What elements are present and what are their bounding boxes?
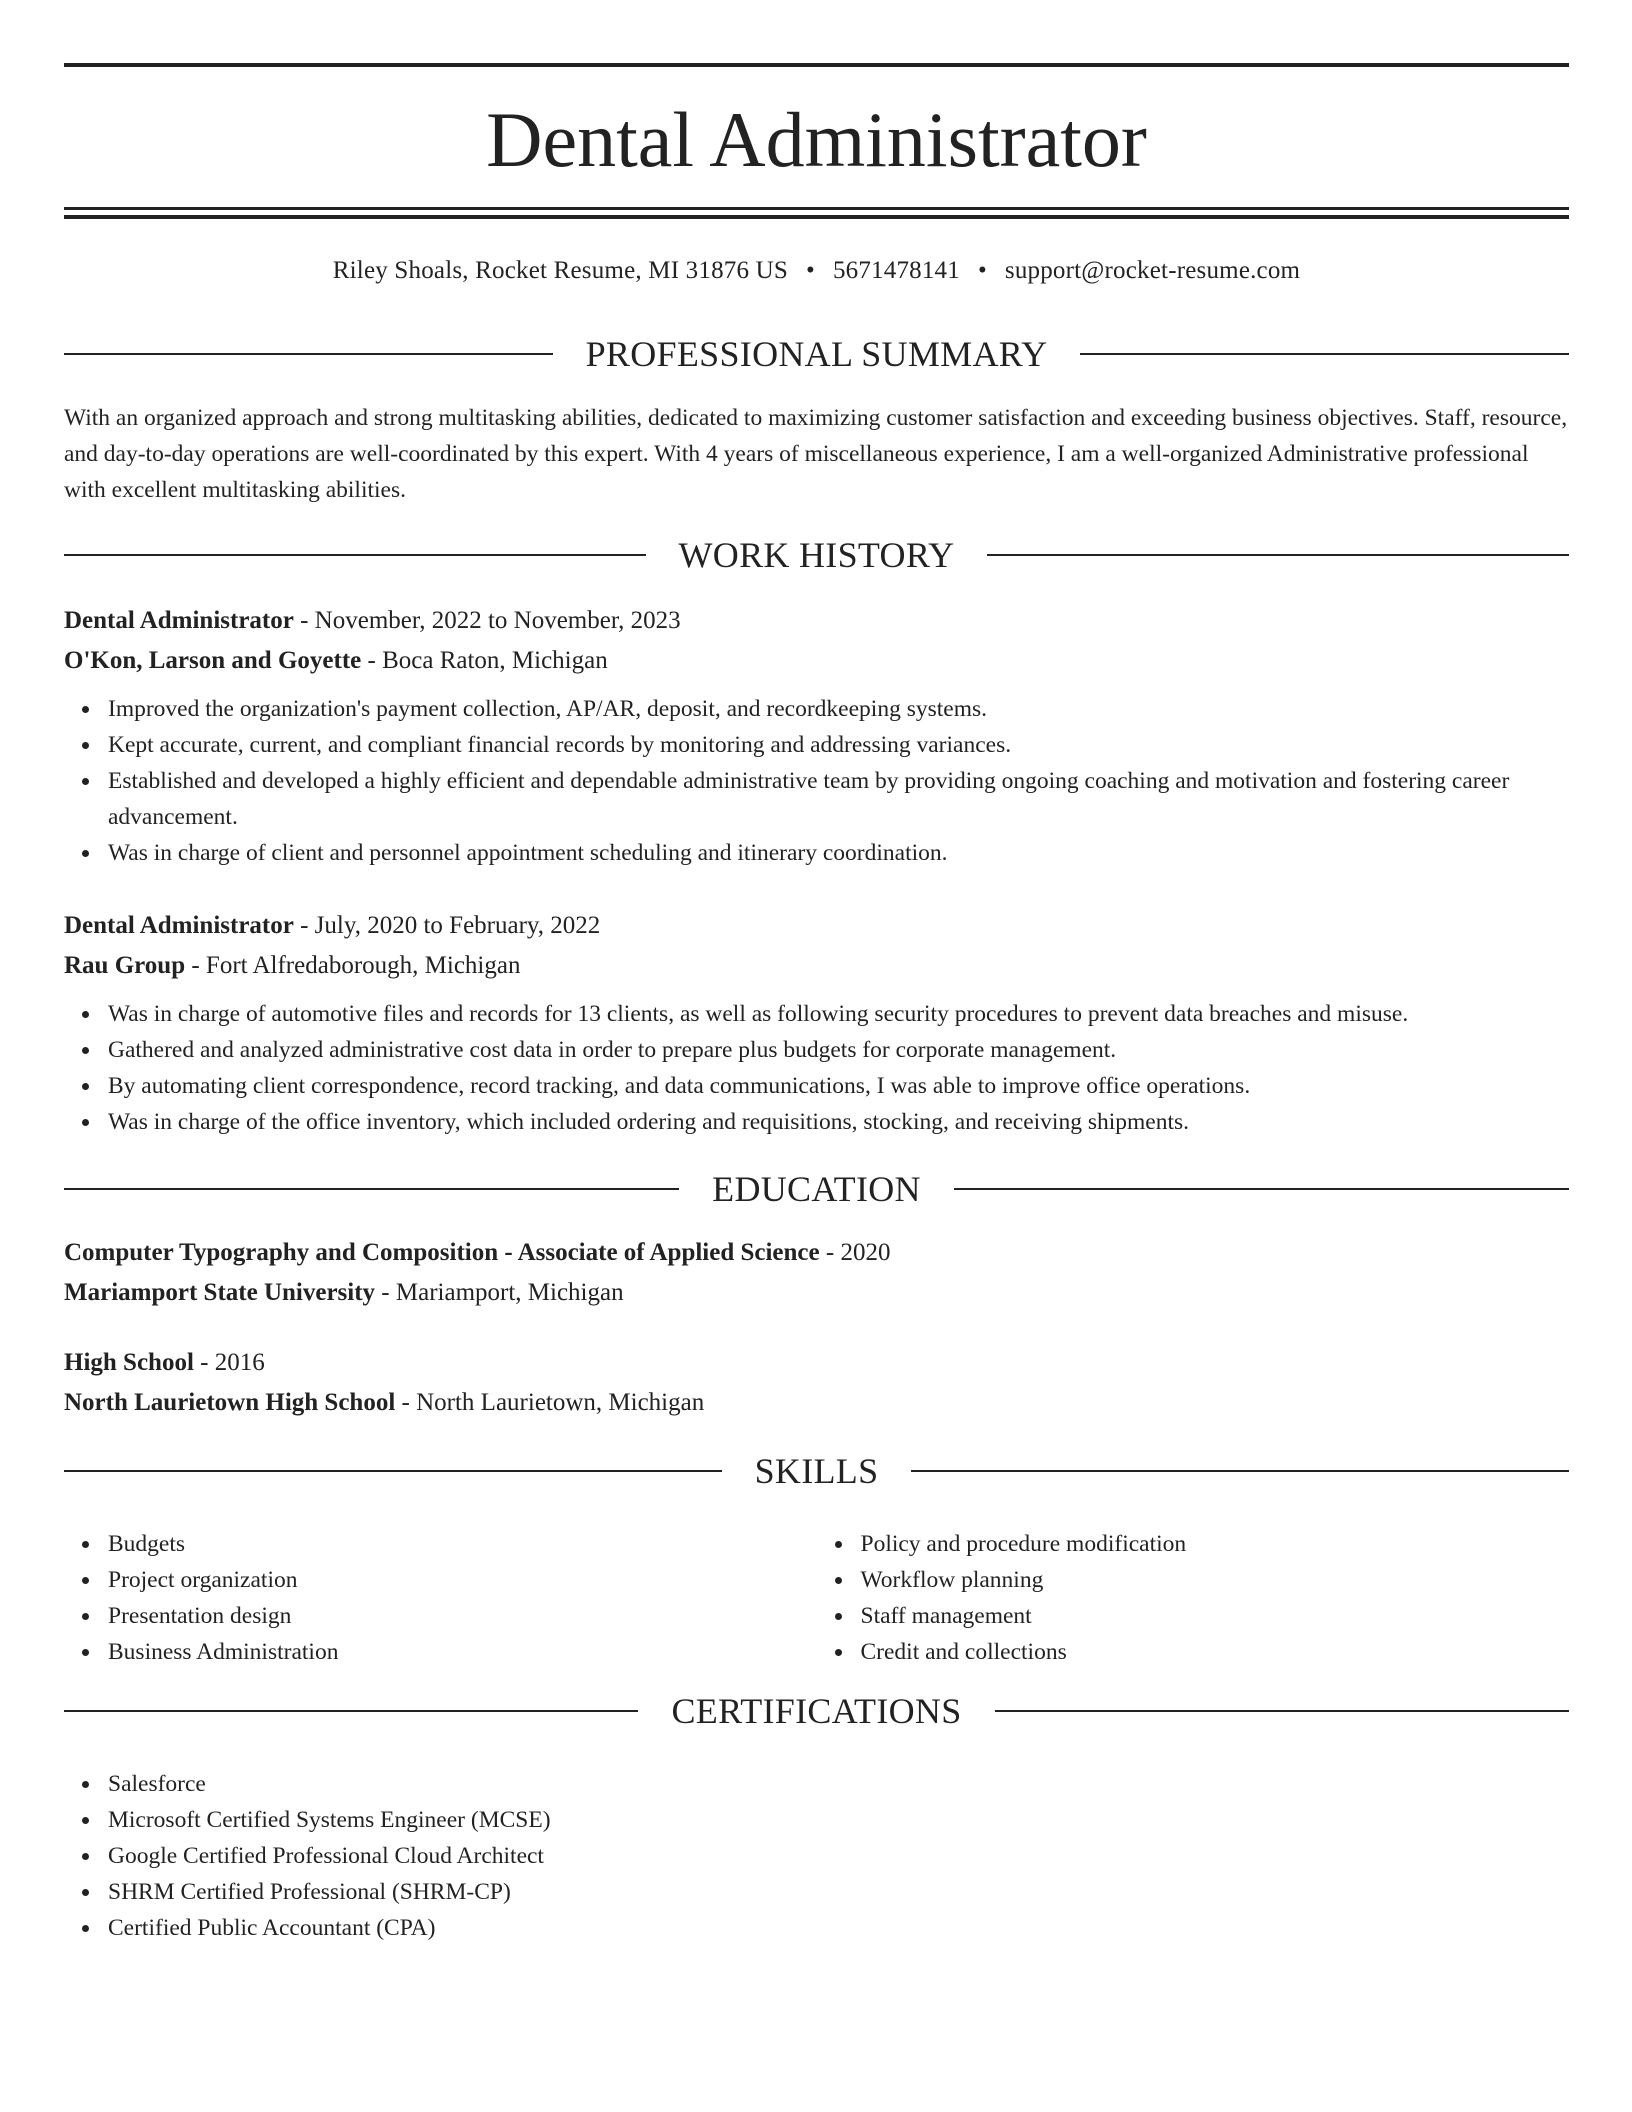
contact-separator: • bbox=[806, 257, 815, 284]
skill-item: Presentation design bbox=[108, 1598, 817, 1634]
contact-phone: 5671478141 bbox=[832, 257, 960, 284]
section-rule bbox=[64, 1188, 679, 1190]
section-rule bbox=[1080, 353, 1569, 355]
section-header-work bbox=[64, 533, 1569, 577]
section-title-certifications: CERTIFICATIONS bbox=[671, 1691, 962, 1731]
education-school: North Laurietown High School bbox=[64, 1389, 396, 1416]
certification-item: Google Certified Professional Cloud Architect bbox=[108, 1838, 1569, 1874]
section-header-education bbox=[64, 1167, 1569, 1211]
contact-separator: • bbox=[977, 257, 987, 284]
section-title-education: EDUCATION bbox=[712, 1169, 921, 1209]
section-rule bbox=[954, 1188, 1569, 1190]
education-year: - 2020 bbox=[819, 1239, 891, 1266]
certification-item: Salesforce bbox=[108, 1766, 1569, 1802]
job-bullets bbox=[64, 996, 1569, 1140]
skills-list-right bbox=[817, 1526, 1570, 1670]
skills-list-left bbox=[64, 1526, 817, 1670]
section-rule bbox=[64, 1710, 638, 1712]
job-title: Dental Administrator bbox=[64, 607, 294, 634]
section-rule bbox=[64, 1470, 722, 1472]
job-company-line bbox=[64, 641, 1569, 681]
section-header-certifications bbox=[64, 1689, 1569, 1733]
job-title-line bbox=[64, 906, 1569, 946]
skill-item: Staff management bbox=[861, 1598, 1570, 1634]
job-location: - Boca Raton, Michigan bbox=[361, 647, 608, 674]
job-bullet: Was in charge of the office inventory, which included ordering and requisitions, stocking, and receiving shipments. bbox=[108, 1104, 1569, 1140]
section-rule bbox=[987, 554, 1569, 556]
education-school: Mariamport State University bbox=[64, 1279, 376, 1306]
skill-item: Credit and collections bbox=[861, 1634, 1570, 1670]
job-bullets bbox=[64, 691, 1569, 871]
education-location: - North Laurietown, Michigan bbox=[395, 1389, 705, 1416]
job-company: O'Kon, Larson and Goyette bbox=[64, 647, 362, 674]
job-title-line bbox=[64, 601, 1569, 641]
header-top-rule bbox=[64, 63, 1569, 67]
job-bullet: Gathered and analyzed administrative cost data in order to prepare plus budgets for corporate management. bbox=[108, 1032, 1569, 1068]
section-title-summary: PROFESSIONAL SUMMARY bbox=[585, 334, 1048, 374]
section-title-work: WORK HISTORY bbox=[678, 535, 955, 575]
summary-text: With an organized approach and strong multitasking abilities, dedicated to maximizing customer satisfaction and exceeding business objectives. Staff, resource, and day-to-day operations are well-coordinated by this expert. With 4 years of miscellaneous experience, I am a well-organized Administrative professional with excellent multitasking abilities. bbox=[64, 405, 1568, 503]
skills-columns bbox=[64, 1526, 1569, 1670]
job-company: Rau Group bbox=[64, 952, 186, 979]
section-rule bbox=[64, 353, 553, 355]
job-company-line bbox=[64, 946, 1569, 986]
certifications-list bbox=[64, 1766, 1569, 1946]
section-header-skills bbox=[64, 1449, 1569, 1493]
certification-item: SHRM Certified Professional (SHRM-CP) bbox=[108, 1874, 1569, 1910]
job-title: Dental Administrator bbox=[64, 912, 294, 939]
education-degree: Computer Typography and Composition - Associate of Applied Science bbox=[64, 1239, 820, 1266]
job-location: - Fort Alfredaborough, Michigan bbox=[185, 952, 521, 979]
contact-line bbox=[64, 254, 1569, 288]
certification-item: Certified Public Accountant (CPA) bbox=[108, 1910, 1569, 1946]
education-location: - Mariamport, Michigan bbox=[375, 1279, 624, 1306]
section-header-summary bbox=[64, 332, 1569, 376]
job-bullet: By automating client correspondence, record tracking, and data communications, I was able to improve office operations. bbox=[108, 1068, 1569, 1104]
skill-item: Workflow planning bbox=[861, 1562, 1570, 1598]
job-entry bbox=[64, 601, 1569, 871]
job-dates: - November, 2022 to November, 2023 bbox=[293, 607, 681, 634]
certification-item: Microsoft Certified Systems Engineer (MCSE) bbox=[108, 1802, 1569, 1838]
section-rule bbox=[911, 1470, 1569, 1472]
candidate-name: Dental Administrator bbox=[486, 96, 1147, 183]
section-title-skills: SKILLS bbox=[754, 1451, 879, 1491]
section-rule bbox=[64, 554, 646, 556]
education-year: - 2016 bbox=[193, 1349, 265, 1376]
job-bullet: Improved the organization's payment collection, AP/AR, deposit, and recordkeeping systems. bbox=[108, 691, 1569, 727]
skill-item: Budgets bbox=[108, 1526, 817, 1562]
job-bullet: Kept accurate, current, and compliant financial records by monitoring and addressing variances. bbox=[108, 727, 1569, 763]
header-double-rule bbox=[64, 207, 1569, 219]
job-bullet: Was in charge of automotive files and records for 13 clients, as well as following security procedures to prevent data breaches and misuse. bbox=[108, 996, 1569, 1032]
education-degree-line bbox=[64, 1233, 1569, 1273]
education-entry bbox=[64, 1343, 1569, 1423]
job-entry bbox=[64, 906, 1569, 1140]
skill-item: Policy and procedure modification bbox=[861, 1526, 1570, 1562]
contact-address: Riley Shoals, Rocket Resume, MI 31876 US bbox=[332, 257, 788, 284]
skill-item: Project organization bbox=[108, 1562, 817, 1598]
contact-email: support@rocket-resume.com bbox=[1004, 257, 1301, 284]
certifications-block bbox=[64, 1766, 1569, 1946]
education-school-line bbox=[64, 1383, 1569, 1423]
section-rule bbox=[995, 1710, 1569, 1712]
education-degree: High School bbox=[64, 1349, 194, 1376]
job-dates: - July, 2020 to February, 2022 bbox=[293, 912, 601, 939]
job-bullet: Established and developed a highly efficient and dependable administrative team by providing ongoing coaching and motivation and fostering career advancement. bbox=[108, 763, 1569, 835]
skill-item: Business Administration bbox=[108, 1634, 817, 1670]
education-degree-line bbox=[64, 1343, 1569, 1383]
education-entry bbox=[64, 1233, 1569, 1313]
job-bullet: Was in charge of client and personnel appointment scheduling and itinerary coordination. bbox=[108, 835, 1569, 871]
education-school-line bbox=[64, 1273, 1569, 1313]
